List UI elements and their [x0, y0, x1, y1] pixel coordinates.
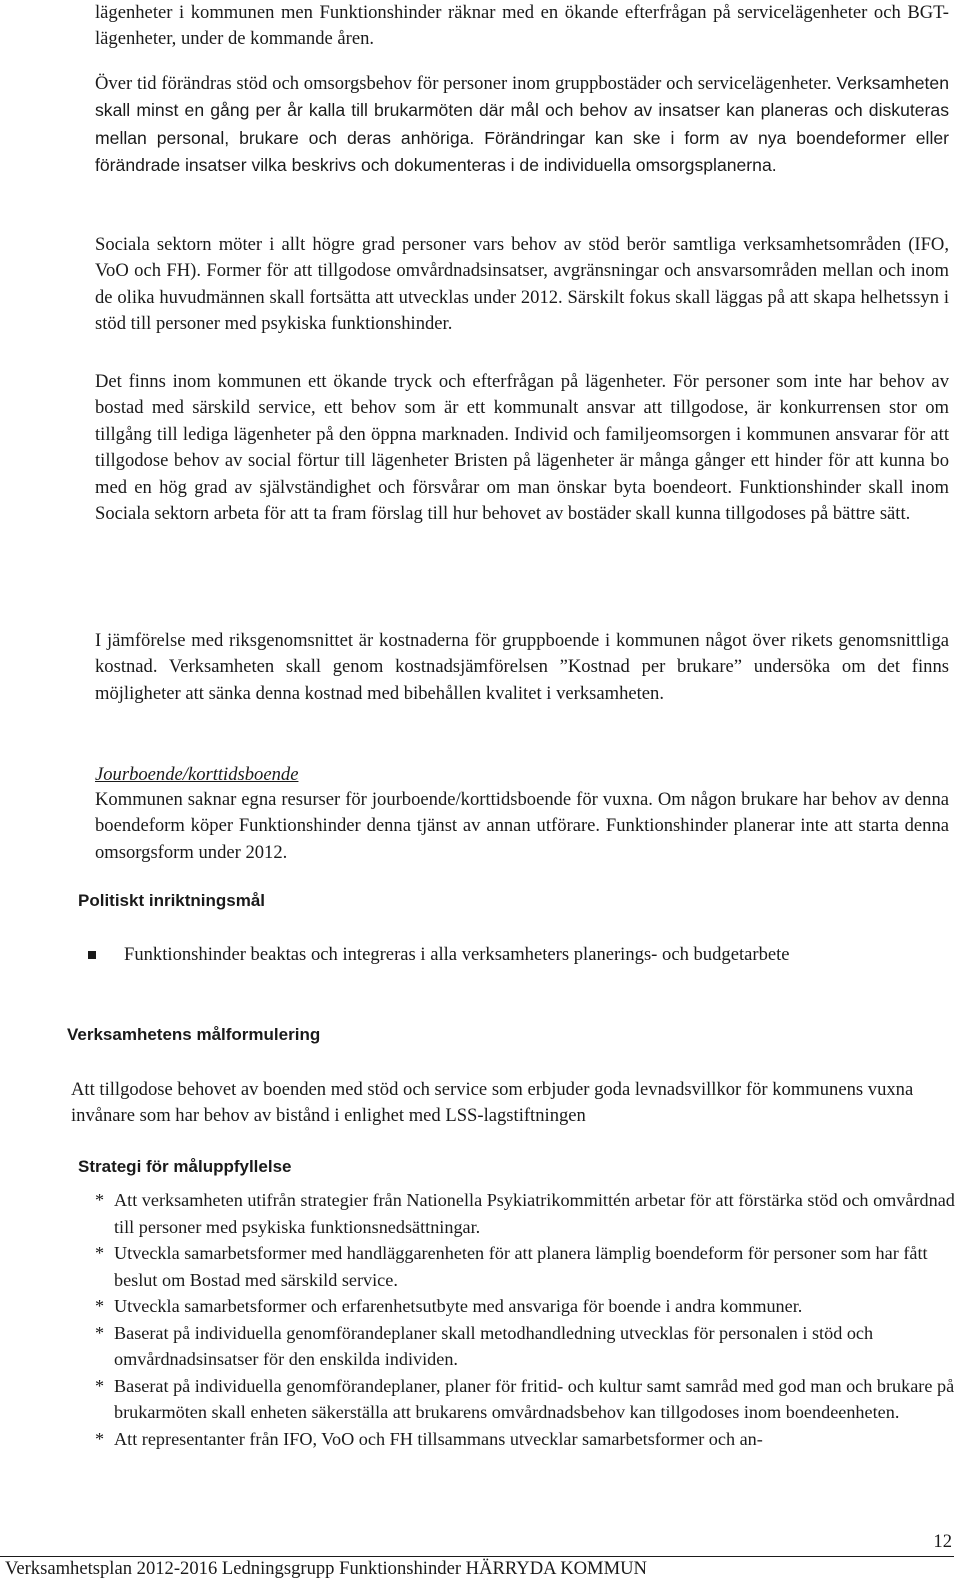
strategy-item-text: Att verksamheten utifrån strategier från Nationella Psykiatrikommittén arbetar för att förstärka stöd och omvårdnad till personer med psykiska funktionsnedsättningar. [114, 1190, 955, 1237]
asterisk-marker: * [95, 1322, 105, 1343]
strategy-list [95, 1187, 955, 1452]
strategy-item [95, 1187, 955, 1240]
strategy-item-text: Utveckla samarbetsformer med handläggarenheten för att planera lämplig boendeform för personer som har fått beslut om Bostad med särskild service. [114, 1243, 928, 1290]
strategy-item-text: Baserat på individuella genomförandeplaner skall metodhandledning utvecklas för personalen i stöd och omvårdnadsinsatser för den enskilda individen. [114, 1322, 874, 1369]
strategy-item-text: Utveckla samarbetsformer och erfarenhetsutbyte med ansvariga för boende i andra kommuner. [114, 1296, 803, 1316]
paragraph-housing-demand: lägenheter i kommunen men Funktionshinder räknar med en ökande efterfrågan på servicelägenheter och BGT-lägenheter, under de kommande åren. [95, 2, 949, 50]
asterisk-marker: * [95, 1296, 105, 1316]
strategy-item [95, 1293, 955, 1320]
asterisk-marker: * [95, 1243, 105, 1263]
asterisk-marker: * [95, 1190, 105, 1210]
political-goal-text: Funktionshinder beaktas och integreras i alla verksamheters planerings- och budgetarbete [124, 944, 790, 965]
strategy-item-text: Att representanter från IFO, VoO och FH tillsammans utvecklar samarbetsformer och an- [114, 1428, 763, 1449]
paragraph-care-needs-sans: Verksamheten skall minst en gång per år kalla till brukarmöten där mål och behov av insatser kan planeras och diskuteras mellan personal, brukare och deras anhöriga. Förändringar kan ske i form av nya boendeformer eller förändrade insatser vilka beskrivs och dokumenteras i de individuella omsorgsplanerna. [95, 73, 949, 176]
square-bullet-icon [88, 951, 96, 959]
mission-text: Att tillgodose behovet av boenden med stöd och service som erbjuder goda levnadsvillkor för kommunens vuxna invånare som har behov av bistånd i enlighet med LSS-lagstiftningen [71, 1079, 914, 1126]
strategy-item-text: Baserat på individuella genomförandeplaner, planer för fritid- och kultur samt samråd med god man och brukare på brukarmöten skall enheten säkerställa att brukarens omvårdnadsbehov kan tillgodoses inom boendeenheten. [114, 1375, 955, 1422]
mission-heading: Verksamhetens målformulering [67, 1025, 321, 1044]
paragraph-care-needs [95, 70, 949, 180]
page-number: 12 [933, 1531, 952, 1552]
strategy-item [95, 1320, 955, 1373]
paragraph-social-sector: Sociala sektorn möter i allt högre grad personer vars behov av stöd berör samtliga verksamhetsområden (IFO, VoO och FH). Former för att tillgodose omvårdnadsinsatser, avgränsningar och ansvarsområden mellan och inom de olika huvudmännen skall fortsätta att utvecklas under 2012. Särskilt fokus skall läggas på att skapa helhetssyn i stöd till personer med psykiska funktionshinder. [95, 234, 949, 335]
political-goal-item [88, 942, 958, 968]
strategy-item [95, 1240, 955, 1293]
asterisk-marker: * [95, 1375, 105, 1396]
paragraph-housing-pressure: Det finns inom kommunen ett ökande tryck och efterfrågan på lägenheter. För personer som inte har behov av bostad med särskild service, ett behov som är ett kommunalt ansvar att tillgodose, är konkurrensen stor om tillgång till lediga lägenheter på den öppna marknaden. Individ och familjeomsorgen i kommunen ansvarar för att tillgodose behov av social förtur till lägenheter Bristen på lägenheter är många gånger ett hinder för att kunna bo med en hög grad av självständighet och försvårar om man önskar byta boendeort. Funktionshinder skall inom Sociala sektorn arbeta för att ta fram förslag till hur behovet av bostäder skall kunna tillgodoses på bättre sätt. [95, 371, 949, 525]
paragraph-cost-comparison: I jämförelse med riksgenomsnittet är kostnaderna för gruppboende i kommunen något över rikets genomsnittliga kostnad. Verksamheten skall genom kostnadsjämförelsen ”Kostnad per brukare” undersöka om det finns möjligheter att sänka denna kostnad med bibehållen kvalitet i verksamheten. [95, 630, 949, 704]
jourboende-paragraph: Kommunen saknar egna resurser för jourboende/korttidsboende för vuxna. Om någon brukare har behov av denna boendeform köper Funktionshinder denna tjänst av annan utförare. Funktionshinder planerar inte att starta denna omsorgsform under 2012. [95, 789, 949, 863]
strategy-item [95, 1426, 955, 1453]
strategy-heading: Strategi för måluppfyllelse [78, 1157, 292, 1176]
jourboende-heading: Jourboende/korttidsboende [95, 764, 299, 785]
footer-text: Verksamhetsplan 2012-2016 Ledningsgrupp Funktionshinder HÄRRYDA KOMMUN [5, 1558, 647, 1579]
paragraph-care-needs-serif: Över tid förändras stöd och omsorgsbehov för personer inom gruppbostäder och servicelägenheter. [95, 73, 832, 94]
political-goal-heading: Politiskt inriktningsmål [78, 891, 266, 910]
asterisk-marker: * [95, 1428, 105, 1449]
strategy-item [95, 1373, 955, 1426]
